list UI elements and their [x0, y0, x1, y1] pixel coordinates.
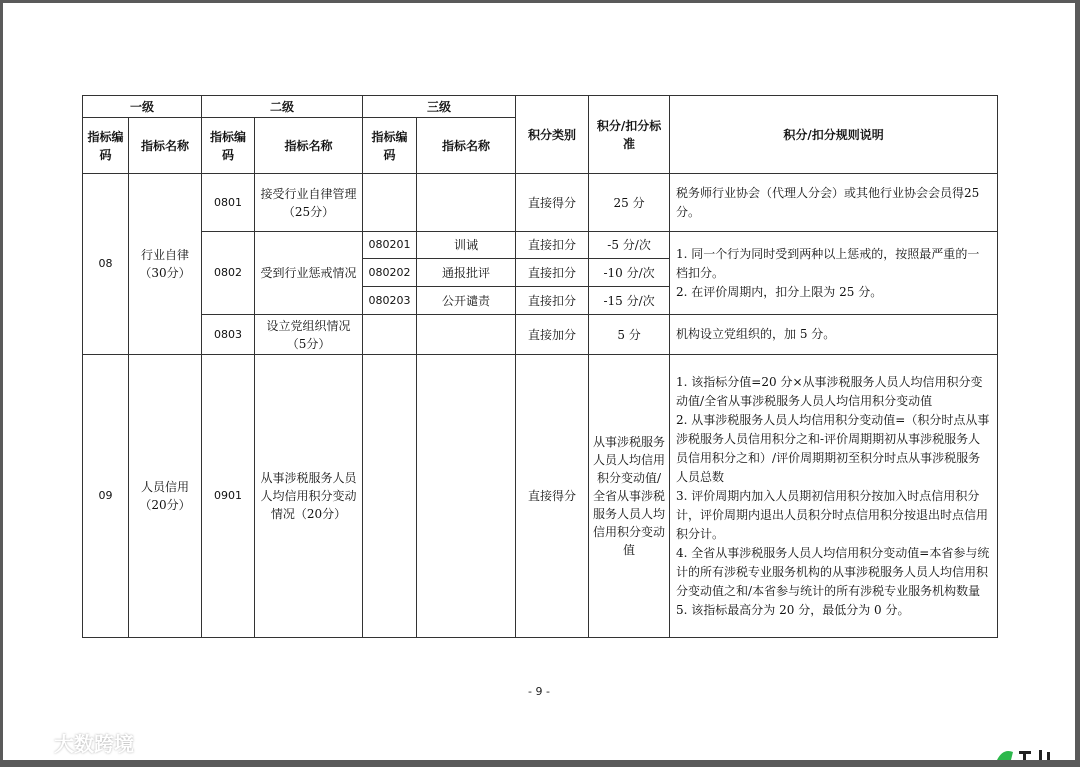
row-080202-name: 通报批评	[417, 259, 516, 287]
row-0803-name: 设立党组织情况（5分）	[255, 315, 363, 355]
row-0803-std: 5 分	[589, 315, 670, 355]
row-0802-rule	[670, 232, 998, 315]
row-080201-code: 080201	[363, 232, 417, 259]
row-0901-l3-code	[363, 355, 417, 638]
row-0802-code: 0802	[202, 232, 255, 315]
row-080201-std: -5 分/次	[589, 232, 670, 259]
header-l3-code: 指标编码	[363, 118, 417, 174]
row-0901-rule-line-4: 4. 全省从事涉税服务人员人均信用积分变动值=本省参与统计的所有涉税专业服务机构的从事涉税服务人员人均信用积分变动值之和/本省参与统计的所有涉税专业服务机构数量	[676, 545, 990, 598]
watermark-text: 大数跨境	[53, 732, 134, 756]
corner-app-icon	[995, 746, 1065, 760]
row-0802-rule-line-1: 1. 同一个行为同时受到两种以上惩戒的，按照最严重的一档扣分。	[676, 246, 980, 280]
header-score-type: 积分类别	[516, 96, 589, 174]
row-08-code: 08	[83, 174, 129, 355]
row-080202-std: -10 分/次	[589, 259, 670, 287]
row-0901-rule-line-5: 5. 该指标最高分为 20 分，最低分为 0 分。	[676, 602, 910, 617]
row-0802-rule-line-2: 2. 在评价周期内，扣分上限为 25 分。	[676, 284, 883, 299]
header-l1-name: 指标名称	[129, 118, 202, 174]
row-08-name: 行业自律（30分）	[129, 174, 202, 355]
row-0801-code: 0801	[202, 174, 255, 232]
row-0901-l3-name	[417, 355, 516, 638]
row-080201-name: 训诫	[417, 232, 516, 259]
row-0901-name: 从事涉税服务人员人均信用积分变动情况（20分）	[255, 355, 363, 638]
document-page	[3, 3, 1075, 760]
row-0801-rule: 税务师行业协会（代理人分会）或其他行业协会会员得25 分。	[670, 174, 998, 232]
row-0803-type: 直接加分	[516, 315, 589, 355]
row-0803-code: 0803	[202, 315, 255, 355]
row-09-name: 人员信用（20分）	[129, 355, 202, 638]
row-080203-type: 直接扣分	[516, 287, 589, 315]
row-0901-std: 从事涉税服务人员人均信用积分变动值/全省从事涉税服务人员人均信用积分变动值	[589, 355, 670, 638]
row-0901-rule	[670, 355, 998, 638]
row-080203-name: 公开谴责	[417, 287, 516, 315]
row-080203-code: 080203	[363, 287, 417, 315]
row-0901-rule-line-3: 3. 评价周期内加入人员期初信用积分按加入时点信用积分计，评价周期内退出人员积分时点信用积分按退出时点信用积分计。	[676, 488, 989, 541]
row-0803-l3-name	[417, 315, 516, 355]
header-score-std: 积分/扣分标准	[589, 96, 670, 174]
header-level2: 二级	[202, 96, 363, 118]
row-080203-std: -15 分/次	[589, 287, 670, 315]
header-l2-code: 指标编码	[202, 118, 255, 174]
row-0901-rule-line-2: 2. 从事涉税服务人员人均信用积分变动值=（积分时点从事涉税服务人员信用积分之和-评价周期期初从事涉税服务人员信用积分之和）/评价周期期初至积分时点从事涉税服务人员总数	[676, 412, 990, 484]
row-0801-type: 直接得分	[516, 174, 589, 232]
row-0901-type: 直接得分	[516, 355, 589, 638]
page-number: - 9 -	[528, 685, 550, 698]
row-080202-code: 080202	[363, 259, 417, 287]
watermark	[9, 728, 134, 757]
row-0801-std: 25 分	[589, 174, 670, 232]
row-0803-l3-code	[363, 315, 417, 355]
header-l2-name: 指标名称	[255, 118, 363, 174]
row-09-code: 09	[83, 355, 129, 638]
row-0801-l3-code	[363, 174, 417, 232]
row-0803-rule: 机构设立党组织的，加 5 分。	[670, 315, 998, 355]
row-0901-code: 0901	[202, 355, 255, 638]
row-080202-type: 直接扣分	[516, 259, 589, 287]
header-level3: 三级	[363, 96, 516, 118]
header-level1: 一级	[83, 96, 202, 118]
row-0801-name: 接受行业自律管理（25分）	[255, 174, 363, 232]
row-0901-rule-line-1: 1. 该指标分值=20 分×从事涉税服务人员人均信用积分变动值/全省从事涉税服务人员人均信用积分变动值	[676, 374, 983, 408]
header-l1-code: 指标编码	[83, 118, 129, 174]
scoring-table	[82, 95, 998, 638]
watermark-logo-icon	[9, 736, 47, 756]
row-0802-name: 受到行业惩戒情况	[255, 232, 363, 315]
header-l3-name: 指标名称	[417, 118, 516, 174]
row-0801-l3-name	[417, 174, 516, 232]
row-080201-type: 直接扣分	[516, 232, 589, 259]
header-rule: 积分/扣分规则说明	[670, 96, 998, 174]
